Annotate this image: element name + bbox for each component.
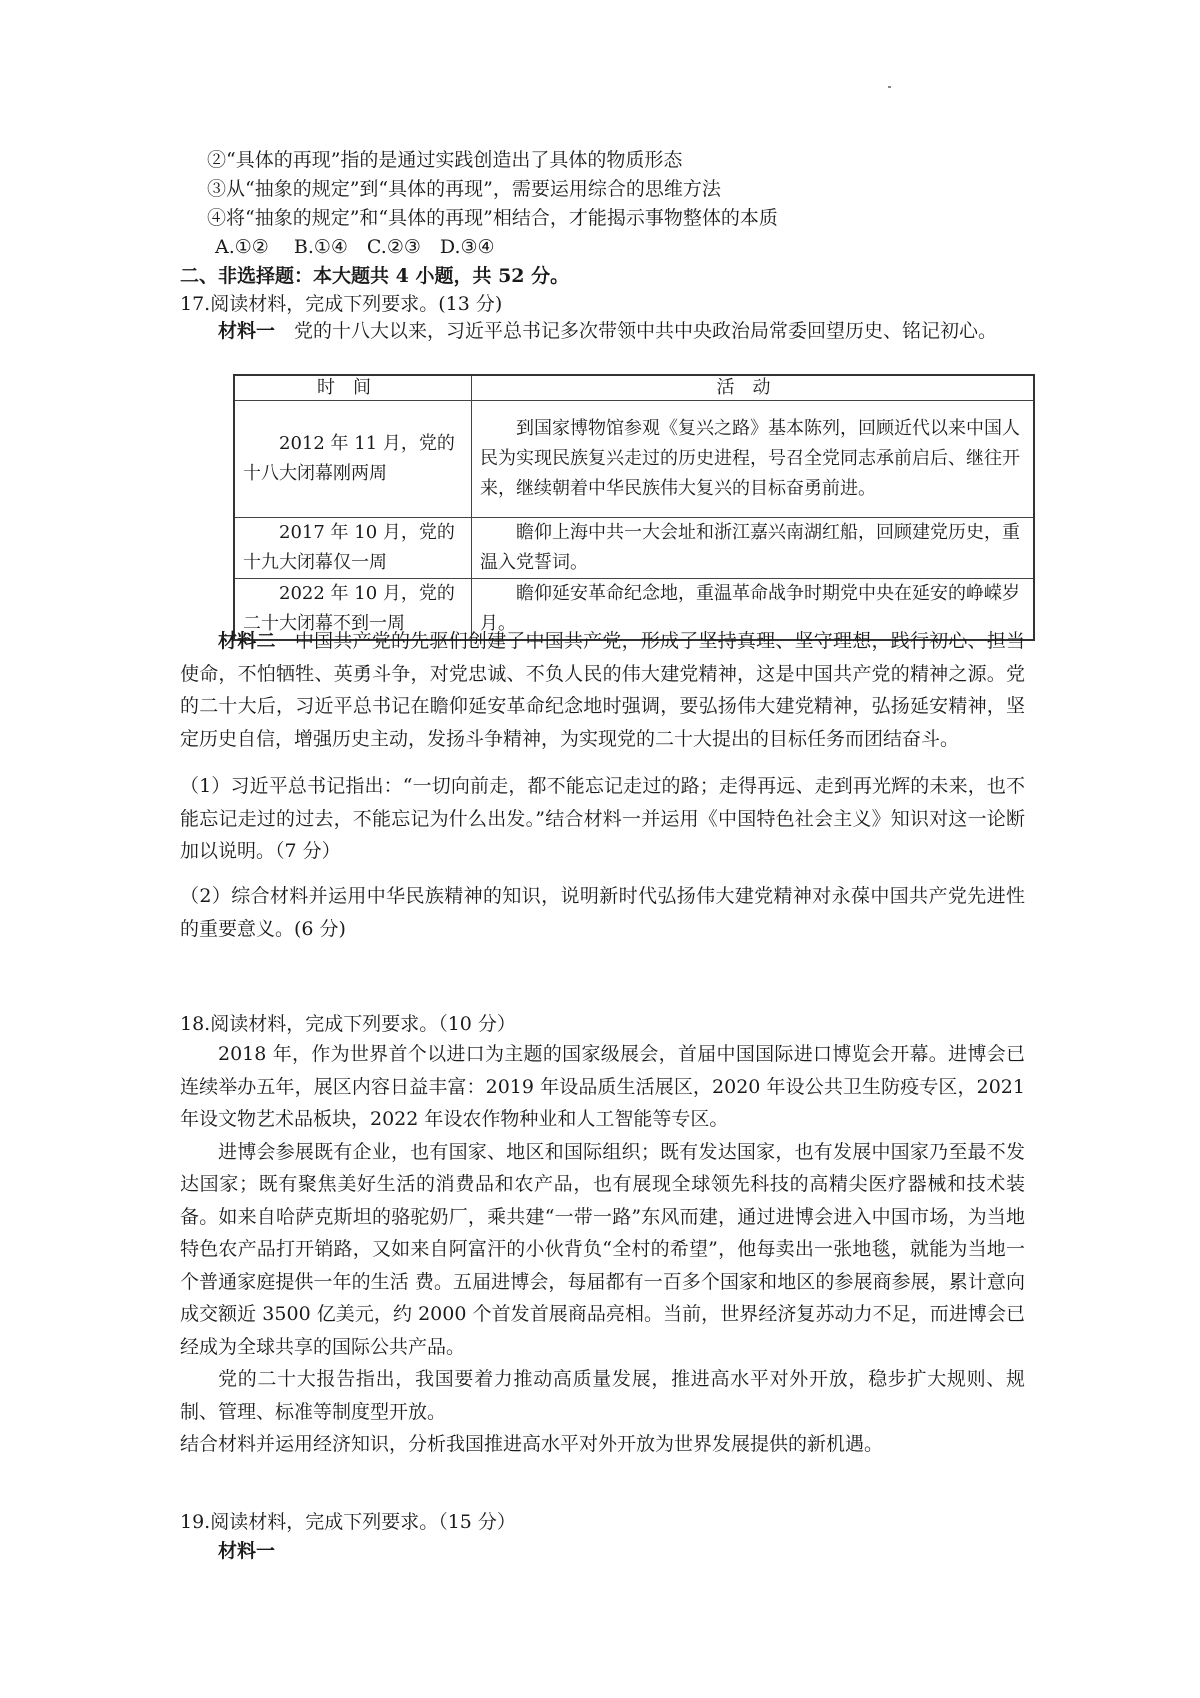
table-row xyxy=(234,401,1034,518)
q18-para-1: 2018 年，作为世界首个以进口为主题的国家级展会，首届中国国际进口博览会开幕。进博会已连续举办五年，展区内容日益丰富：2019 年设品质生活展区，2020 年设公共卫生防疫专区，2021 年设文物艺术品板块，2022 年设农作物种业和人工智能等专区。 xyxy=(180,1043,1025,1130)
table-cell-activity: 到国家博物馆参观《复兴之路》基本陈列，回顾近代以来中国人民为实现民族复兴走过的历史进程，号召全党同志承前启后、继往开来，继续朝着中华民族伟大复兴的目标奋勇前进。 xyxy=(472,401,1035,518)
q17-material1 xyxy=(180,315,1025,348)
question-19-title: 19.阅读材料，完成下列要求。（15 分） xyxy=(180,1511,516,1533)
option-item-4: ④将“抽象的规定”和“具体的再现”相结合，才能揭示事物整体的本质 xyxy=(207,207,778,229)
q18-para-3: 党的二十大报告指出，我国要着力推动高质量发展，推进高水平对外开放，稳步扩大规则、规制、管理、标准等制度型开放。 xyxy=(180,1368,1025,1423)
activities-table xyxy=(233,374,1035,641)
question-18-title: 18.阅读材料，完成下列要求。（10 分） xyxy=(180,1013,516,1035)
scan-speck xyxy=(888,86,891,88)
col-header-time: 时间 xyxy=(234,375,472,401)
table-cell-activity: 瞻仰延安革命纪念地，重温革命战争时期党中央在延安的峥嵘岁月。 xyxy=(472,579,1035,641)
q18-material xyxy=(180,1038,1025,1461)
q19-material1-label: 材料一 xyxy=(218,1540,276,1562)
table-cell-time: 2022 年 10 月，党的二十大闭幕不到一周 xyxy=(234,579,472,641)
answer-choices: A.①② B.①④ C.②③ D.③④ xyxy=(215,236,495,258)
q17-material2-label: 材料二 xyxy=(218,630,276,652)
table-cell-time: 2012 年 11 月，党的十八大闭幕刚两周 xyxy=(234,401,472,518)
option-item-3: ③从“抽象的规定”到“具体的再现”，需要运用综合的思维方法 xyxy=(207,178,721,200)
q18-question: 结合材料并运用经济知识，分析我国推进高水平对外开放为世界发展提供的新机遇。 xyxy=(180,1433,884,1455)
table-header-row xyxy=(234,375,1034,401)
q17-sub-question-2 xyxy=(180,880,1025,945)
q17-sub1-text: （1）习近平总书记指出：“一切向前走，都不能忘记走过的路；走得再远、走到再光辉的未来，也不能忘记走过的过去，不能忘记为什么出发。”结合材料一并运用《中国特色社会主义》知识对这一论断加以说明。（7 分） xyxy=(180,775,1025,862)
q17-material2 xyxy=(180,625,1025,755)
section-heading: 二、非选择题：本大题共 4 小题，共 52 分。 xyxy=(180,265,570,287)
q17-material1-label: 材料一 xyxy=(218,320,276,342)
q17-material2-text: 中国共产党的先驱们创建了中国共产党，形成了坚持真理、坚守理想，践行初心、担当使命，不怕牺牲、英勇斗争，对党忠诚、不负人民的伟大建党精神，这是中国共产党的精神之源。党的二十大后，习近平总书记在瞻仰延安革命纪念地时强调，要弘扬伟大建党精神，弘扬延安精神，坚定历史自信，增强历史主动，发扬斗争精神，为实现党的二十大提出的目标任务而团结奋斗。 xyxy=(180,630,1025,750)
question-17-title: 17.阅读材料，完成下列要求。(13 分) xyxy=(180,293,503,315)
col-header-activity: 活动 xyxy=(472,375,1035,401)
table-cell-activity: 瞻仰上海中共一大会址和浙江嘉兴南湖红船，回顾建党历史，重温入党誓词。 xyxy=(472,518,1035,579)
q17-material1-text: 党的十八大以来，习近平总书记多次带领中共中央政治局常委回望历史、铭记初心。 xyxy=(275,320,998,342)
table-row xyxy=(234,518,1034,579)
table-cell-time: 2017 年 10 月，党的十九大闭幕仅一周 xyxy=(234,518,472,579)
q18-para-2: 进博会参展既有企业，也有国家、地区和国际组织；既有发达国家，也有发展中国家乃至最不发达国家；既有聚焦美好生活的消费品和农产品，也有展现全球领先科技的高精尖医疗器械和技术装备。如来自哈萨克斯坦的骆驼奶厂，乘共建“一带一路”东风而建，通过进博会进入中国市场，为当地特色农产品打开销路，又如来自阿富汗的小伙背负“全村的希望”，他每卖出一张地毯，就能为当地一个普通家庭提供一年的生活 费。五届进博会，每届都有一百多个国家和地区的参展商参展，累计意向成交额近 3500 亿美元，约 2000 个首发首展商品亮相。当前，世界经济复苏动力不足，而进博会已经成为全球共享的国际公共产品。 xyxy=(180,1140,1025,1358)
option-item-2: ②“具体的再现”指的是通过实践创造出了具体的物质形态 xyxy=(207,149,683,171)
q17-sub2-text: （2）综合材料并运用中华民族精神的知识，说明新时代弘扬伟大建党精神对永葆中国共产党先进性的重要意义。(6 分) xyxy=(180,885,1025,940)
q17-sub-question-1 xyxy=(180,770,1025,868)
